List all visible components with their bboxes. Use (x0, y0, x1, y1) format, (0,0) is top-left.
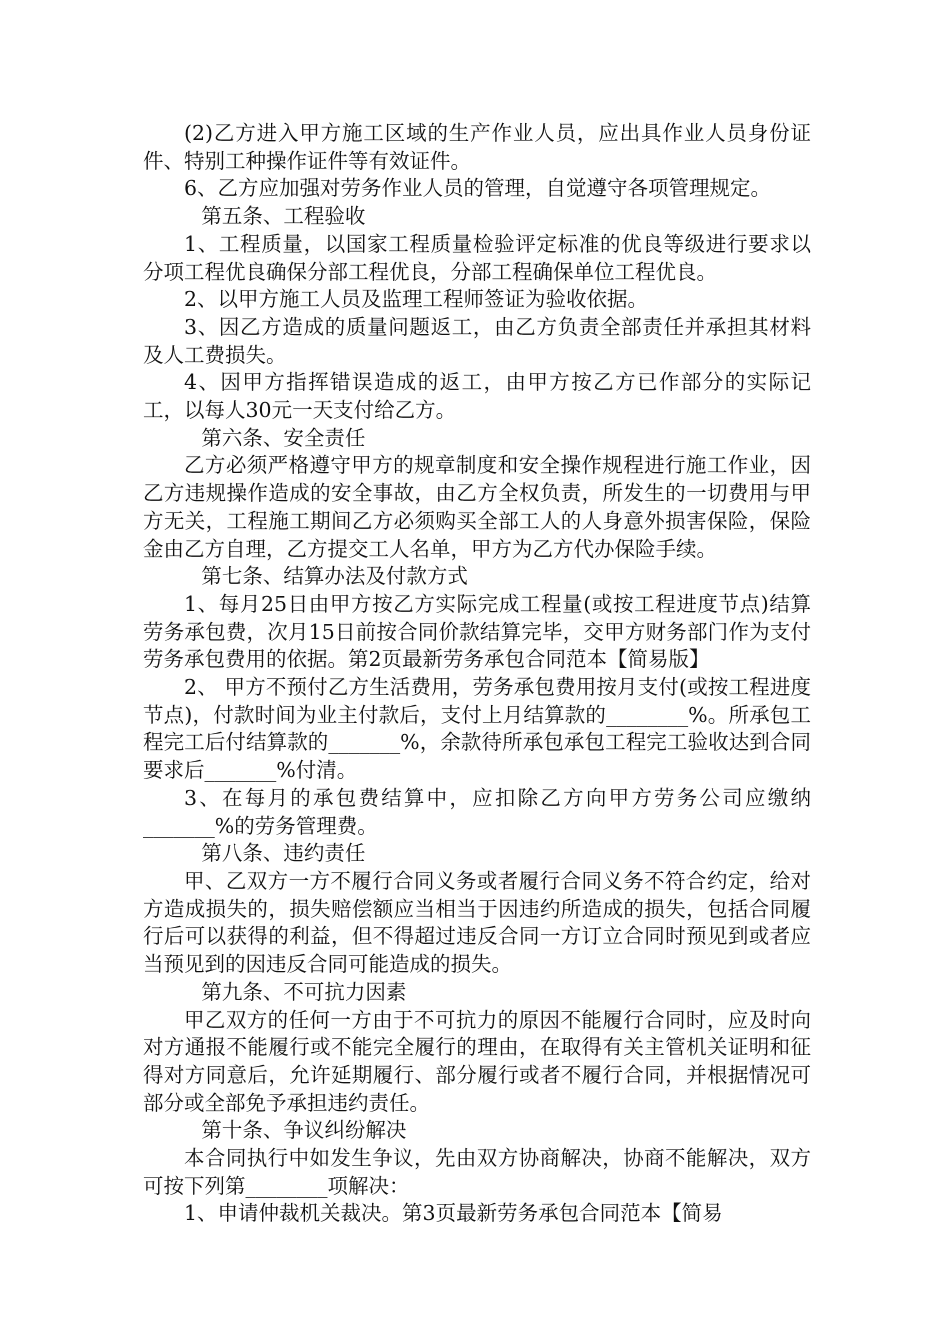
paragraph: 2、 甲方不预付乙方生活费用，劳务承包费用按月支付(或按工程进度节点)，付款时间为业主付款后，支付上月结算款的________%。所承包工程完工后付结算款的_______%，余款待所承包承包工程完工验收达到合同要求后_______%付清。 (143, 675, 811, 783)
paragraph: 3、因乙方造成的质量问题返工，由乙方负责全部责任并承担其材料及人工费损失。 (143, 314, 811, 367)
paragraph: 1、工程质量，以国家工程质量检验评定标准的优良等级进行要求以分项工程优良确保分部工程优良，分部工程确保单位工程优良。 (143, 231, 811, 284)
paragraph: 本合同执行中如发生争议，先由双方协商解决，协商不能解决，双方可按下列第________项解决： (143, 1146, 811, 1198)
paragraph: 1、每月25日由甲方按乙方实际完成工程量(或按工程进度节点)结算劳务承包费，次月15日前按合同价款结算完毕，交甲方财务部门作为支付劳务承包费用的依据。第2页最新劳务承包合同范本【简易版】 (143, 591, 811, 672)
paragraph: 1、申请仲裁机关裁决。第3页最新劳务承包合同范本【简易 (184, 1201, 723, 1226)
paragraph: 乙方必须严格遵守甲方的规章制度和安全操作规程进行施工作业，因乙方违规操作造成的安全事故，由乙方全权负责，所发生的一切费用与甲方无关，工程施工期间乙方必须购买全部工人的人身意外损害保险，保险金由乙方自理，乙方提交工人名单，甲方为乙方代办保险手续。 (143, 453, 811, 561)
paragraph: 6、乙方应加强对劳务作业人员的管理，自觉遵守各项管理规定。 (184, 176, 772, 201)
paragraph: 甲乙双方的任何一方由于不可抗力的原因不能履行合同时，应及时向对方通报不能履行或不能完全履行的理由，在取得有关主管机关证明和征得对方同意后，允许延期履行、部分履行或者不履行合同，并根据情况可部分或全部免予承担违约责任。 (143, 1007, 811, 1115)
paragraph: 甲、乙双方一方不履行合同义务或者履行合同义务不符合约定，给对方造成损失的，损失赔偿额应当相当于因违约所造成的损失，包括合同履行后可以获得的利益，但不得超过违反合同一方订立合同时预见到或者应当预见到的因违反合同可能造成的损失。 (143, 868, 811, 977)
paragraph: (2)乙方进入甲方施工区域的生产作业人员，应出具作业人员身份证件、特别工种操作证件等有效证件。 (143, 121, 811, 173)
paragraph: 2、以甲方施工人员及监理工程师签证为验收依据。 (184, 287, 649, 312)
section-heading: 第八条、违约责任 (201, 841, 366, 866)
section-heading: 第十条、争议纠纷解决 (201, 1118, 407, 1143)
document-page (143, 120, 811, 1228)
paragraph: 3、在每月的承包费结算中，应扣除乙方向甲方劳务公司应缴纳 _______%的劳务管理费。 (143, 785, 811, 838)
paragraph: 4、因甲方指挥错误造成的返工，由甲方按乙方已作部分的实际记工，以每人30元一天支付给乙方。 (143, 370, 811, 423)
section-heading: 第七条、结算办法及付款方式 (201, 564, 468, 589)
section-heading: 第九条、不可抗力因素 (201, 979, 407, 1004)
section-heading: 第六条、安全责任 (201, 425, 366, 450)
section-heading: 第五条、工程验收 (201, 204, 366, 229)
